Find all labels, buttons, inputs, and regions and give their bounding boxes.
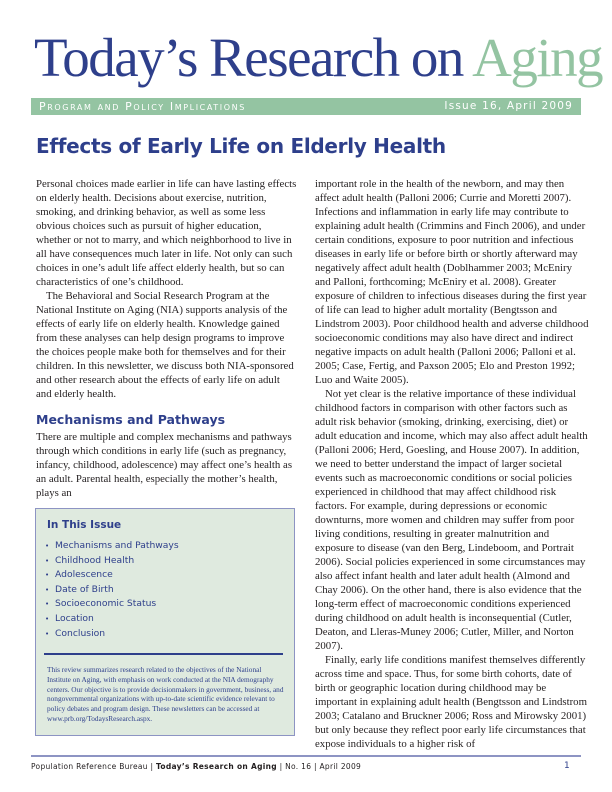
list-item-label: Childhood Health (55, 554, 135, 566)
footer-issue-info: | No. 16 | April 2009 (276, 762, 362, 771)
list-item (45, 627, 179, 642)
list-item-label: Location (55, 612, 94, 624)
masthead-title (34, 28, 602, 88)
bullet-icon: • (45, 600, 50, 609)
masthead-accent: Aging (472, 27, 603, 88)
paragraph: There are multiple and complex mechanisms and pathways through which conditions in early life (such as pregnancy, infancy, childhood, adolescence) may affect one’s health as an adult. Parental health, especially the mother’s health, plays an (36, 431, 293, 499)
masthead-main: Today’s Research on (34, 27, 473, 88)
paragraph: important role in the health of the newborn, and may then affect adult health (Palloni 2006; Currie and Moretti 2007). Infections and inflammation in early life may contribute to explaining adult health (Crimmins and Finch 2006), and under certain conditions, exposure to poor nutrition and infectious diseases in early life or before birth or shortly afterward may negatively affect adult health (Doblhammer 2003; McEniry and Palloni, forthcoming; McEniry et al. 2008). Greater exposure of children to infectious diseases during the first year of life can lead to higher adult mortality (Bengtsson and Lindstrom 2003). Poor childhood health and adverse childhood socioeconomic conditions may also have direct and indirect negative impacts on adult health (Palloni 2006; Palloni et al. 2005; Case, Fertig, and Paxson 2005; Elo and Preston 1992; Luo and Waite 2005). (315, 178, 589, 386)
footer-divider (31, 755, 581, 757)
paragraph: The Behavioral and Social Research Program at the National Institute on Aging (NIA) supports analysis of the effects of early life on elderly health. Knowledge gained from these analyses can help design programs to improve the choices people make both for themselves and for their children. In this newsletter, we discuss both NIA-sponsored and other research about the effects of early life on adult and elderly health. (36, 290, 294, 400)
list-item-label: Socioeconomic Status (55, 598, 157, 610)
divider (44, 653, 283, 655)
series-label: Program and Policy Implications (39, 100, 246, 113)
list-item (45, 583, 179, 598)
list-item-label: Date of Birth (55, 583, 114, 595)
bullet-icon: • (45, 585, 50, 594)
review-note: This review summarizes research related to the objectives of the National Institute on Aging, with emphasis on work conducted at the NIA demography centers. Our objective is to provide decisionmakers in government, business, and nongovernmental organizations with up-to-date scientific evidence relevant to policy debates and program design. These newsletters can be accessed at www.prb.org/TodaysResearch.aspx. (47, 665, 284, 723)
footer-credit (31, 762, 361, 771)
footer-publisher: Population Reference Bureau | (31, 762, 157, 771)
page-number: 1 (564, 761, 570, 771)
footer-publication: Today’s Research on Aging (156, 762, 277, 771)
section-heading: Mechanisms and Pathways (36, 412, 226, 427)
series-band (31, 98, 581, 115)
in-this-issue-title: In This Issue (47, 519, 122, 531)
list-item (45, 539, 179, 554)
in-this-issue-list (45, 539, 179, 641)
list-item (45, 597, 179, 612)
article-headline: Effects of Early Life on Elderly Health (36, 134, 446, 158)
list-item-label: Mechanisms and Pathways (55, 540, 179, 551)
right-column (315, 177, 590, 751)
bullet-icon: • (45, 629, 50, 638)
bullet-icon: • (45, 614, 50, 623)
bullet-icon: • (45, 571, 50, 580)
list-item-label: Conclusion (55, 627, 106, 639)
paragraph: Finally, early life conditions manifest themselves differently across time and space. Thus, for some birth cohorts, date of birth or geographic location during childhood may be important in explaining adult health (Bengtsson and Lindstrom 2003; Catalano and Bruckner 2006; Ross and Mirowsky 2001) but only because they reflect poor early life circumstances that expose individuals to a higher risk of (315, 654, 587, 750)
bullet-icon: • (45, 542, 50, 550)
issue-label: Issue 16, April 2009 (444, 100, 573, 112)
list-item (45, 554, 179, 569)
paragraph: Not yet clear is the relative importance of these individual childhood factors in comparison with other factors such as adult risk behavior (smoking, drinking, exercising, diet) or adult education and income, which may also affect adult health (Palloni 2006; Herd, Goesling, and House 2007). In addition, we need to better understand the impact of larger societal events such as macroeconomic conditions or social policies experienced in childhood that may affect childhood risk factors. For example, during depressions or economic downturns, more women and children may suffer from poor living conditions, resulting in greater malnutrition and exposure to disease (van den Berg, Lindeboom, and Portrait 2006). Social policies experienced in some circumstances may also affect infant health and later adult health (Almond and Chay 2006). On the other hand, there is also evidence that the long-term effect of macroeconomic conditions experienced during childhood on adult health is inconsequential (Cutler, Deaton, and Lleras-Muney 2006; Cutler, Miller, and Norton 2007). (315, 388, 588, 652)
left-column (36, 177, 298, 500)
list-item-label: Adolescence (55, 569, 113, 581)
in-this-issue-box (35, 508, 295, 736)
paragraph: Personal choices made earlier in life can have lasting effects on elderly health. Decisions about exercise, nutrition, smoking, and drinking behavior, as well as some less obvious choices such as pursuit of higher education, whether or not to marry, and which neighborhood to live in all have consequences much later in life. Not only can such choices in one’s adult life affect elderly health, but so can characteristics of one’s childhood. (36, 178, 297, 288)
list-item (45, 612, 179, 627)
list-item (45, 568, 179, 583)
bullet-icon: • (45, 556, 50, 565)
